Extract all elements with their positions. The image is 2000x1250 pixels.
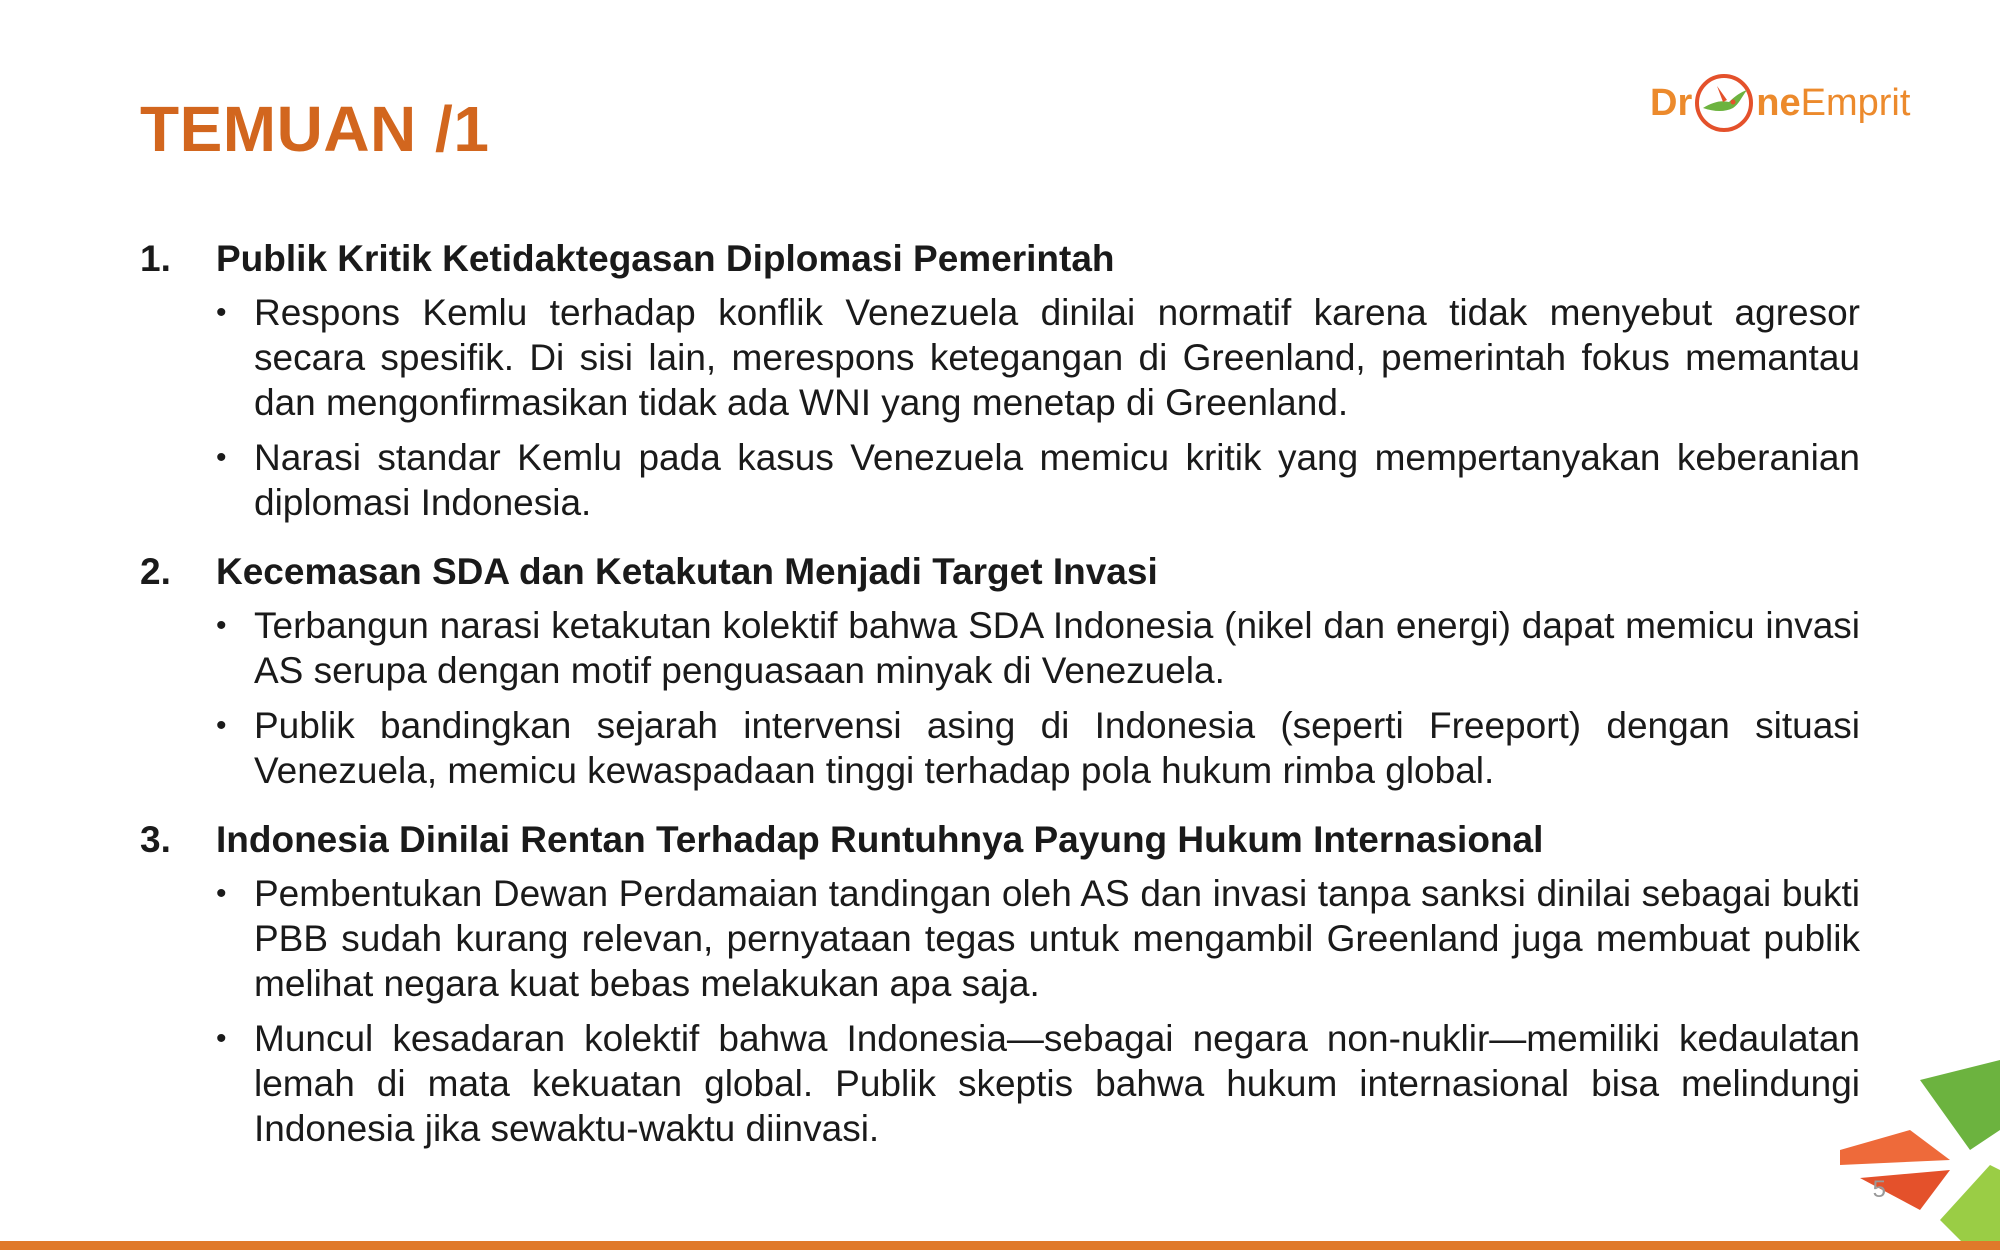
section-number: 2. bbox=[140, 551, 171, 592]
bullet-text: Publik bandingkan sejarah intervensi asing di Indonesia (seperti Freeport) dengan situasi Venezuela, memicu kewaspadaan tinggi terhadap pola hukum rimba global. bbox=[254, 705, 1860, 791]
bullet-text: Narasi standar Kemlu pada kasus Venezuela memicu kritik yang mempertanyakan keberanian diplomasi Indonesia. bbox=[254, 437, 1860, 523]
bullet-item bbox=[216, 435, 1860, 525]
bottom-accent-bar bbox=[0, 1241, 2000, 1250]
logo-text-ne: ne bbox=[1756, 81, 1801, 124]
bird-circle-icon bbox=[1693, 72, 1755, 134]
section-heading-text: Kecemasan SDA dan Ketakutan Menjadi Target Invasi bbox=[216, 551, 1158, 592]
corner-leaf-decoration bbox=[1840, 1050, 2000, 1250]
section-heading-2 bbox=[140, 549, 1860, 595]
bullet-text: Terbangun narasi ketakutan kolektif bahwa SDA Indonesia (nikel dan energi) dapat memicu invasi AS serupa dengan motif penguasaan minyak di Venezuela. bbox=[254, 605, 1860, 691]
bullet-text: Muncul kesadaran kolektif bahwa Indonesia—sebagai negara non-nuklir—memiliki kedaulatan lemah di mata kekuatan global. Publik skeptis bahwa hukum internasional bisa melindungi Indonesia jika sewaktu-waktu diinvasi. bbox=[254, 1018, 1860, 1149]
finding-section-3 bbox=[140, 817, 1860, 1151]
section-number: 1. bbox=[140, 238, 171, 279]
bullet-text: Respons Kemlu terhadap konflik Venezuela dinilai normatif karena tidak menyebut agresor secara spesifik. Di sisi lain, merespons ketegangan di Greenland, pemerintah fokus memantau dan mengonfirmasikan tidak ada WNI yang menetap di Greenland. bbox=[254, 292, 1860, 423]
findings-list bbox=[140, 236, 1860, 1175]
bullet-icon: • bbox=[216, 609, 227, 642]
bullet-icon: • bbox=[216, 296, 227, 329]
finding-section-2 bbox=[140, 549, 1860, 793]
logo-text-dr: Dr bbox=[1650, 81, 1693, 124]
section-heading-text: Indonesia Dinilai Rentan Terhadap Runtuhnya Payung Hukum Internasional bbox=[216, 819, 1544, 860]
finding-section-1 bbox=[140, 236, 1860, 525]
drone-emprit-logo bbox=[1650, 72, 1910, 134]
logo-text-emprit: Emprit bbox=[1800, 81, 1911, 124]
bullet-text: Pembentukan Dewan Perdamaian tandingan oleh AS dan invasi tanpa sanksi dinilai sebagai bukti PBB sudah kurang relevan, pernyataan tegas untuk mengambil Greenland juga membuat publik melihat negara kuat bebas melakukan apa saja. bbox=[254, 873, 1860, 1004]
bullet-item bbox=[216, 1016, 1860, 1151]
section-heading-3 bbox=[140, 817, 1860, 863]
bullet-icon: • bbox=[216, 441, 227, 474]
page-number: 5 bbox=[1872, 1176, 1886, 1203]
bullet-icon: • bbox=[216, 709, 227, 742]
bullet-icon: • bbox=[216, 1022, 227, 1055]
section-number: 3. bbox=[140, 819, 171, 860]
bullet-item bbox=[216, 871, 1860, 1006]
bullet-icon: • bbox=[216, 877, 227, 910]
bullet-item bbox=[216, 290, 1860, 425]
section-heading-text: Publik Kritik Ketidaktegasan Diplomasi Pemerintah bbox=[216, 238, 1115, 279]
section-heading-1 bbox=[140, 236, 1860, 282]
slide-title: TEMUAN /1 bbox=[140, 93, 490, 165]
bullet-item bbox=[216, 603, 1860, 693]
bullet-item bbox=[216, 703, 1860, 793]
